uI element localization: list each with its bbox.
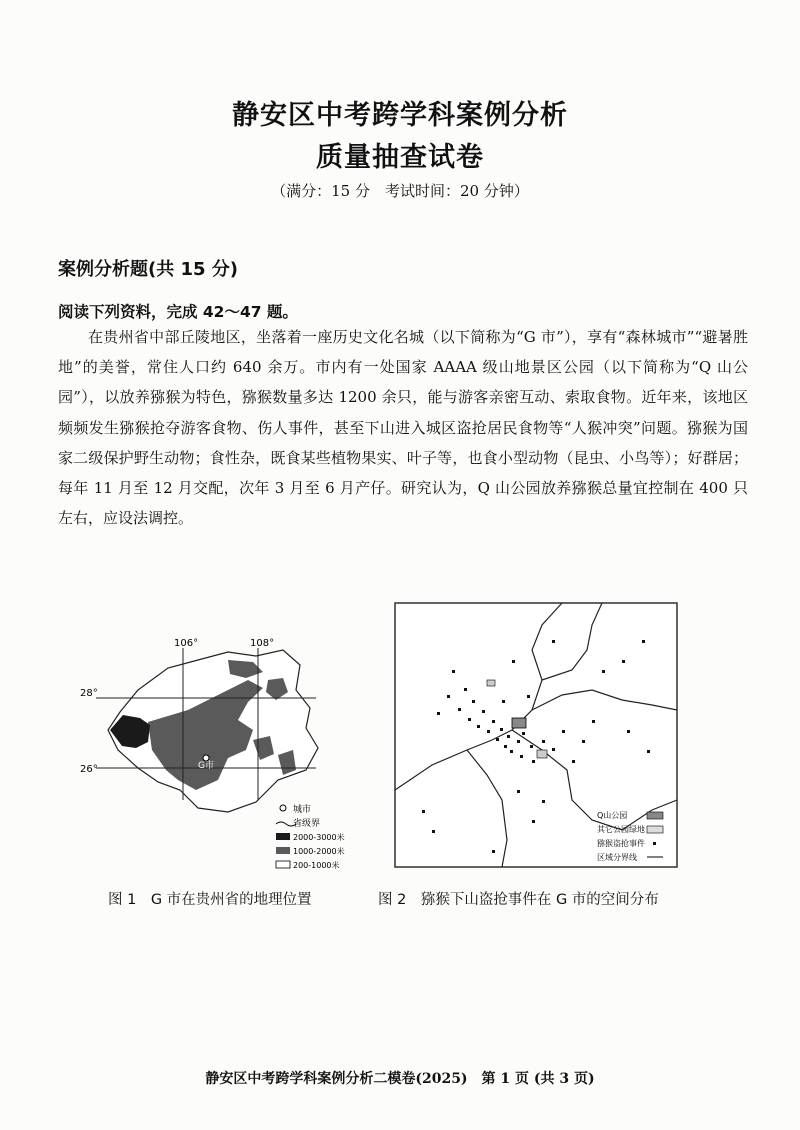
svg-text:1000-2000米: 1000-2000米 [293, 847, 345, 856]
other-park [537, 750, 547, 758]
figure1-guizhou-map [78, 630, 388, 880]
svg-text:区域分界线: 区域分界线 [597, 853, 637, 862]
figure1-caption: 图 1 G 市在贵州省的地理位置 [108, 892, 312, 908]
exam-title-line2: 质量抽查试卷 [316, 142, 484, 173]
other-park [487, 680, 495, 686]
svg-text:2000-3000米: 2000-3000米 [293, 833, 345, 842]
lon-label-106: 106° [174, 638, 199, 649]
lon-label-108: 108° [250, 638, 275, 649]
svg-text:省级界: 省级界 [293, 819, 321, 829]
section-heading: 案例分析题(共 15 分) [58, 259, 239, 280]
svg-text:200-1000米: 200-1000米 [293, 861, 340, 870]
lat-label-28: 28° [80, 688, 98, 699]
svg-text:猕猴盗抢事件: 猕猴盗抢事件 [597, 839, 645, 848]
svg-text:其它公园绿地: 其它公园绿地 [597, 825, 645, 834]
g-city-label: G市 [198, 761, 214, 771]
figure2-caption: 图 2 猕猴下山盗抢事件在 G 市的空间分布 [378, 892, 659, 908]
svg-text:Q山公园: Q山公园 [597, 811, 628, 820]
exam-subtitle: （满分：15 分 考试时间：20 分钟） [271, 182, 529, 200]
q-mountain-park [512, 718, 526, 728]
figure2-incident-map [392, 600, 682, 872]
figure1-legend [276, 803, 345, 870]
svg-text:城市: 城市 [293, 805, 312, 815]
lat-label-26: 26° [80, 764, 98, 775]
instruction-text: 阅读下列资料，完成 42～47 题。 [58, 303, 298, 321]
page-footer: 静安区中考跨学科案例分析二模卷(2025) 第 1 页 (共 3 页) [205, 1071, 595, 1087]
reading-passage: 在贵州省中部丘陵地区，坐落着一座历史文化名城（以下简称为“G 市”），享有“森林城市”“避暑胜地”的美誉，常住人口约 640 余万。市内有一处国家 AAAA 级山地景区公园（以下简称为“Q 山公园”），以放养猕猴为特色，猕猴数量多达 1200 余只，能与游客亲密互动、索取食物。近年来，该地区频频发生猕猴抢夺游客食物、伤人事件，甚至下山进入城区盗抢居民食物等“人猴冲突”问题。猕猴为国家二级保护野生动物；食性杂，既食某些植物果实、叶子等，也食小型动物（昆虫、小鸟等）；好群居；每年 11 月至 12 月交配，次年 3 月至 6 月产仔。研究认为，Q 山公园放养猕猴总量宜控制在 400 只左右，应设法调控。 [58, 328, 748, 528]
exam-title-line1: 静安区中考跨学科案例分析 [232, 100, 568, 131]
